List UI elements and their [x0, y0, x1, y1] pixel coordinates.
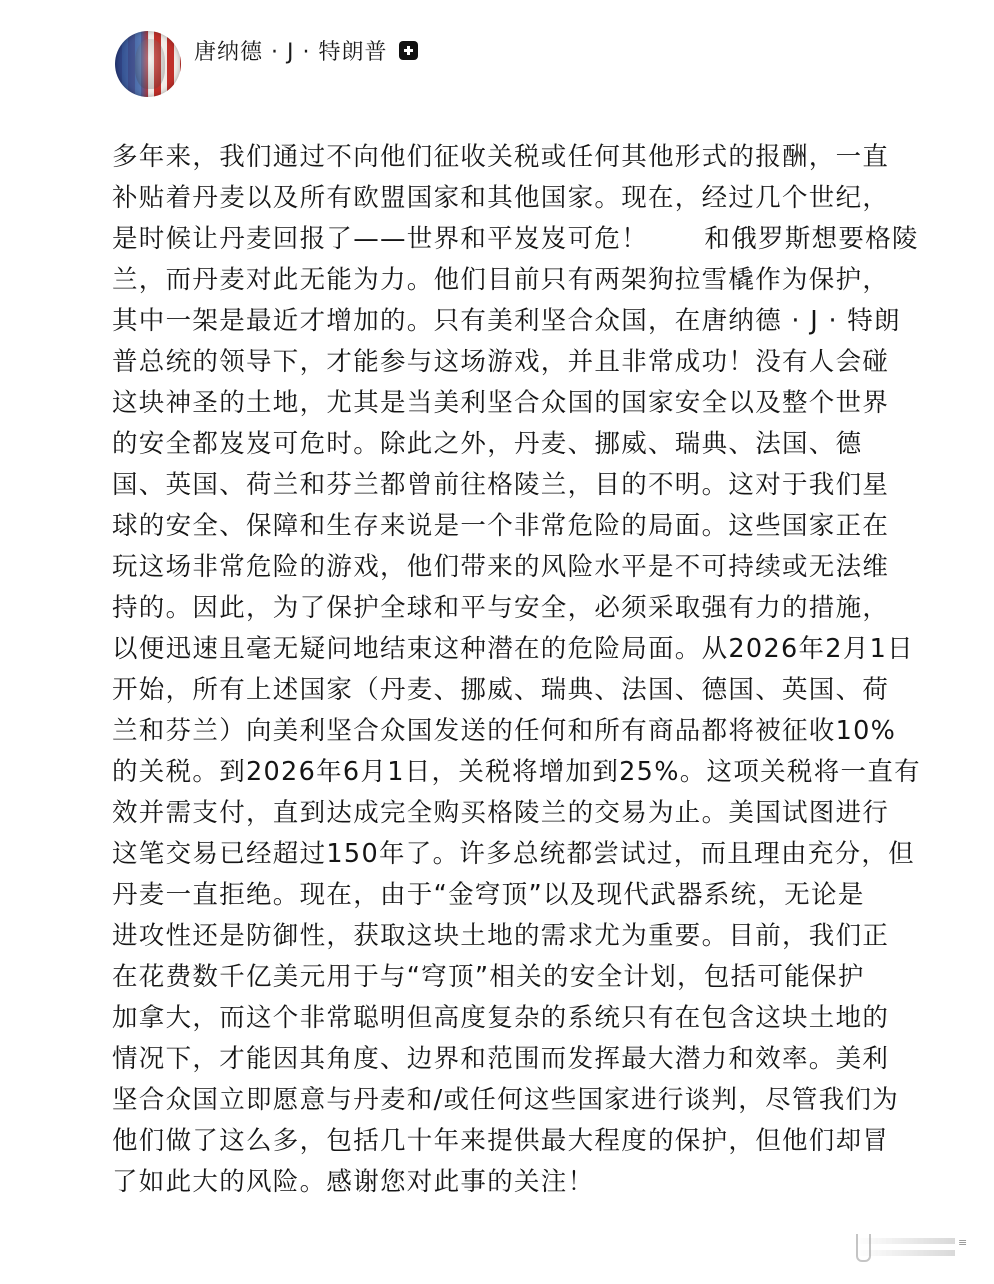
post-line: 其中一架是最近才增加的。只有美利坚合众国，在唐纳德 · J · 特朗	[112, 306, 901, 336]
watermark-mark-icon: ≡	[958, 1236, 968, 1249]
post-line: 兰，而丹麦对此无能为力。他们目前只有两架狗拉雪橇作为保护，	[112, 265, 890, 295]
plus-icon	[404, 46, 413, 55]
watermark-logo-icon	[856, 1234, 871, 1262]
post-line: 这块神圣的土地，尤其是当美利坚合众国的国家安全以及整个世界	[112, 388, 890, 418]
post-line: 情况下，才能因其角度、边界和范围而发挥最大潜力和效率。美利	[112, 1044, 890, 1074]
plus-badge-icon	[399, 41, 418, 60]
post-header	[115, 31, 418, 97]
post-line: 进攻性还是防御性，获取这块土地的需求尤为重要。目前，我们正	[112, 921, 890, 951]
post-line: 玩这场非常危险的游戏，他们带来的风险水平是不可持续或无法维	[112, 552, 890, 582]
post-line: 坚合众国立即愿意与丹麦和/或任何这些国家进行谈判，尽管我们为	[112, 1085, 900, 1115]
post-line: 的关税。到2026年6月1日，关税将增加到25%。这项关税将一直有	[112, 757, 921, 787]
post-line: 的安全都岌岌可危时。除此之外，丹麦、挪威、瑞典、法国、德	[112, 429, 863, 459]
post-line: 补贴着丹麦以及所有欧盟国家和其他国家。现在，经过几个世纪，	[112, 183, 890, 213]
post-line: 这笔交易已经超过150年了。许多总统都尝试过，而且理由充分，但	[112, 839, 915, 869]
post-line: 开始，所有上述国家（丹麦、挪威、瑞典、法国、德国、英国、荷	[112, 675, 890, 705]
post-line: 在花费数千亿美元用于与“穹顶”相关的安全计划，包括可能保护	[112, 962, 865, 992]
post-line: 多年来，我们通过不向他们征收关税或任何其他形式的报酬，一直	[112, 142, 890, 172]
post-line: 丹麦一直拒绝。现在，由于“金穹顶”以及现代武器系统，无论是	[112, 880, 865, 910]
post-line: 效并需支付，直到达成完全购买格陵兰的交易为止。美国试图进行	[112, 798, 890, 828]
post-line: 他们做了这么多，包括几十年来提供最大程度的保护，但他们却冒	[112, 1126, 890, 1156]
post-line: 是时候让丹麦回报了——世界和平岌岌可危！ 和俄罗斯想要格陵	[112, 224, 919, 254]
author-name[interactable]: 唐纳德 · J · 特朗普	[194, 39, 388, 65]
post-body	[112, 137, 942, 1203]
post-line: 兰和芬兰）向美利坚合众国发送的任何和所有商品都将被征收10%	[112, 716, 897, 746]
watermark	[790, 1232, 980, 1262]
post-line: 持的。因此，为了保护全球和平与安全，必须采取强有力的措施，	[112, 593, 890, 623]
author-avatar[interactable]	[115, 31, 181, 97]
post-line: 以便迅速且毫无疑问地结束这种潜在的危险局面。从2026年2月1日	[112, 634, 914, 664]
post-line: 普总统的领导下，才能参与这场游戏，并且非常成功！没有人会碰	[112, 347, 890, 377]
post-line: 加拿大，而这个非常聪明但高度复杂的系统只有在包含这块土地的	[112, 1003, 890, 1033]
post-line: 球的安全、保障和生存来说是一个非常危险的局面。这些国家正在	[112, 511, 890, 541]
post-line: 国、英国、荷兰和芬兰都曾前往格陵兰，目的不明。这对于我们星	[112, 470, 890, 500]
post-line: 了如此大的风险。感谢您对此事的关注！	[112, 1167, 595, 1197]
